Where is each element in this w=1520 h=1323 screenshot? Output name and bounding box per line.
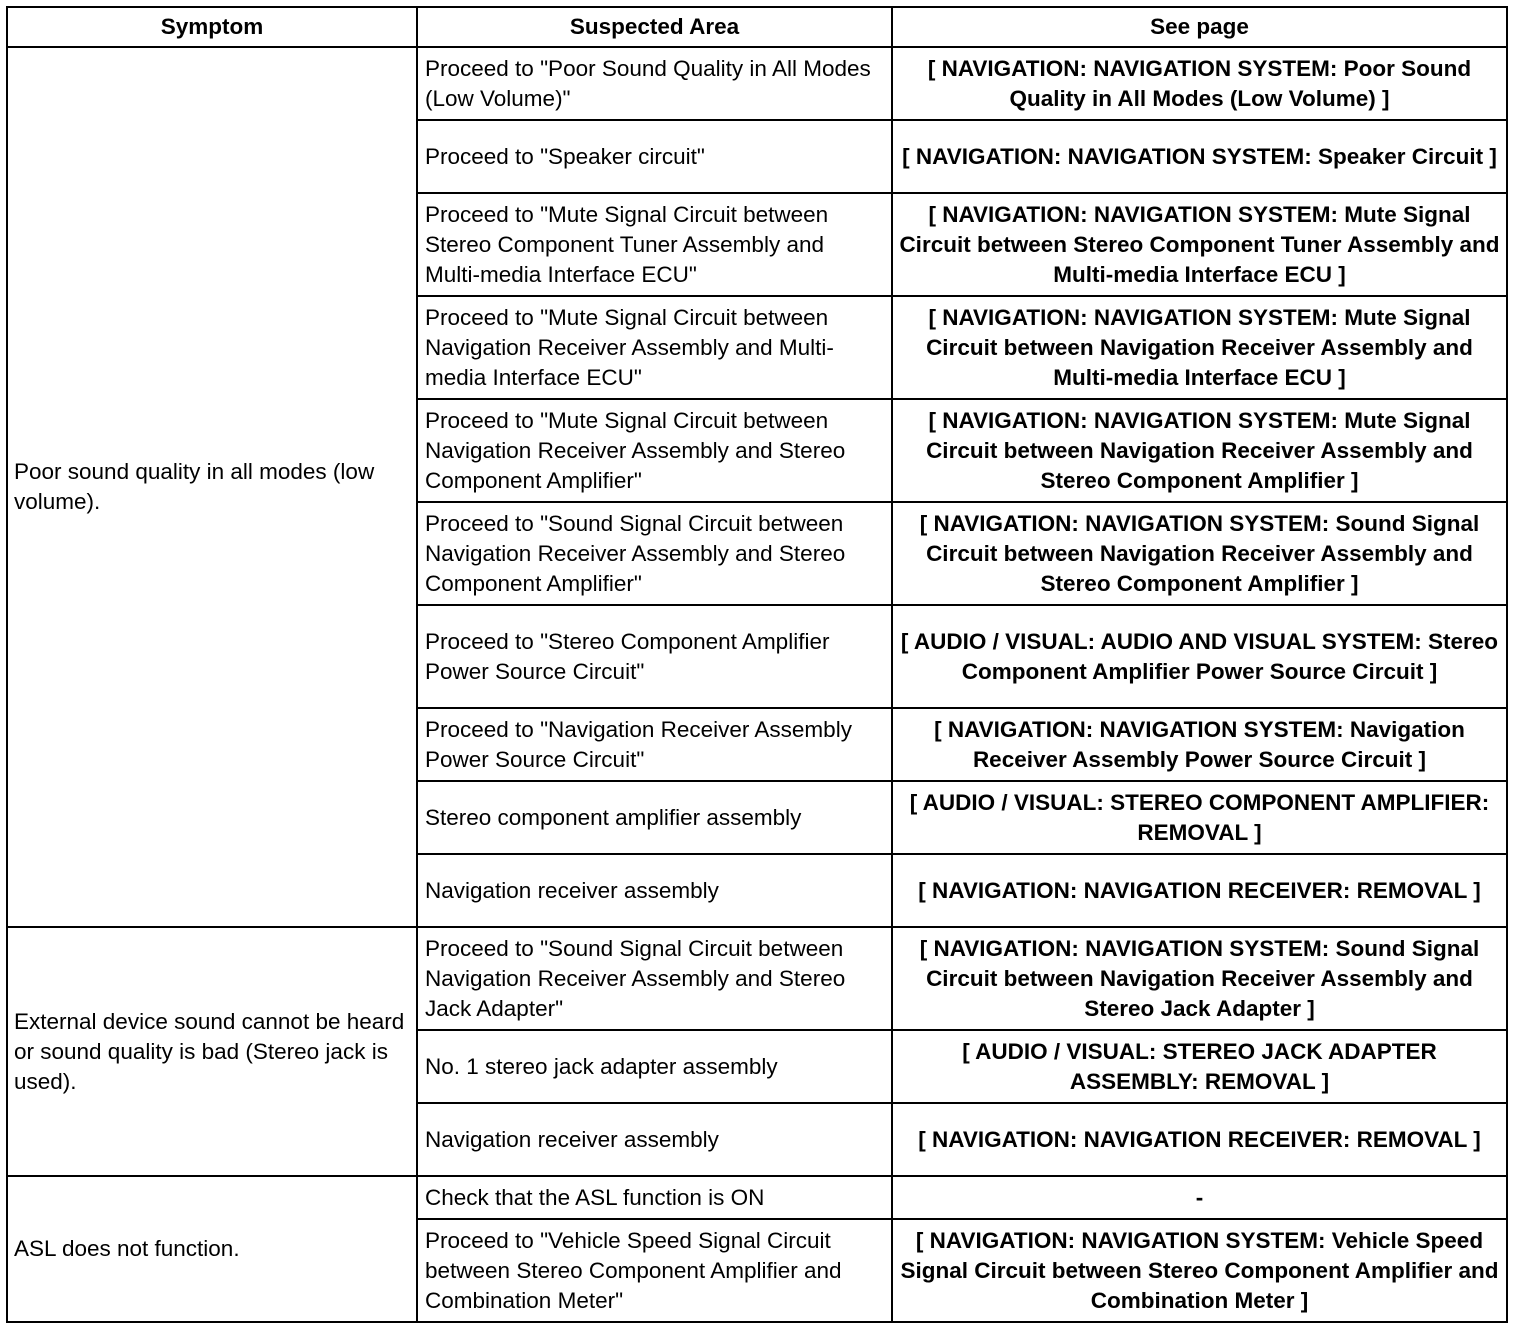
suspected-area-cell: Proceed to "Sound Signal Circuit between Navigation Receiver Assembly and Stereo Component Amplifier" [417, 502, 892, 605]
see-page-link[interactable]: [ AUDIO / VISUAL: STEREO JACK ADAPTER ASSEMBLY: REMOVAL ] [892, 1030, 1507, 1103]
suspected-area-cell: Check that the ASL function is ON [417, 1176, 892, 1219]
header-row [7, 7, 1507, 47]
see-page-link[interactable]: [ NAVIGATION: NAVIGATION RECEIVER: REMOVAL ] [892, 1103, 1507, 1176]
symptom-cell: External device sound cannot be heard or sound quality is bad (Stereo jack is used). [7, 927, 417, 1176]
troubleshooting-table [6, 6, 1508, 1323]
suspected-area-cell: Navigation receiver assembly [417, 1103, 892, 1176]
suspected-area-cell: Proceed to "Mute Signal Circuit between Navigation Receiver Assembly and Multi-media Interface ECU" [417, 296, 892, 399]
see-page-link[interactable]: [ AUDIO / VISUAL: AUDIO AND VISUAL SYSTEM: Stereo Component Amplifier Power Source Circuit ] [892, 605, 1507, 708]
see-page-link[interactable]: [ NAVIGATION: NAVIGATION SYSTEM: Poor Sound Quality in All Modes (Low Volume) ] [892, 47, 1507, 120]
see-page-link[interactable]: [ AUDIO / VISUAL: STEREO COMPONENT AMPLIFIER: REMOVAL ] [892, 781, 1507, 854]
see-page-link[interactable]: [ NAVIGATION: NAVIGATION SYSTEM: Sound Signal Circuit between Navigation Receiver Assembly and Stereo Component Amplifier ] [892, 502, 1507, 605]
symptom-cell: ASL does not function. [7, 1176, 417, 1322]
suspected-area-cell: Stereo component amplifier assembly [417, 781, 892, 854]
header-see-page: See page [892, 7, 1507, 47]
see-page-link[interactable]: [ NAVIGATION: NAVIGATION SYSTEM: Mute Signal Circuit between Navigation Receiver Assembly and Multi-media Interface ECU ] [892, 296, 1507, 399]
see-page-link[interactable]: [ NAVIGATION: NAVIGATION SYSTEM: Navigation Receiver Assembly Power Source Circuit ] [892, 708, 1507, 781]
see-page-cell: - [892, 1176, 1507, 1219]
see-page-link[interactable]: [ NAVIGATION: NAVIGATION SYSTEM: Mute Signal Circuit between Navigation Receiver Assembly and Stereo Component Amplifier ] [892, 399, 1507, 502]
suspected-area-cell: Navigation receiver assembly [417, 854, 892, 927]
symptom-cell: Poor sound quality in all modes (low volume). [7, 47, 417, 927]
table-row [7, 1176, 1507, 1219]
see-page-link[interactable]: [ NAVIGATION: NAVIGATION SYSTEM: Mute Signal Circuit between Stereo Component Tuner Assembly and Multi-media Interface ECU ] [892, 193, 1507, 296]
see-page-link[interactable]: [ NAVIGATION: NAVIGATION SYSTEM: Sound Signal Circuit between Navigation Receiver Assembly and Stereo Jack Adapter ] [892, 927, 1507, 1030]
see-page-link[interactable]: [ NAVIGATION: NAVIGATION SYSTEM: Speaker Circuit ] [892, 120, 1507, 193]
table-row [7, 47, 1507, 120]
see-page-link[interactable]: [ NAVIGATION: NAVIGATION SYSTEM: Vehicle Speed Signal Circuit between Stereo Component Amplifier and Combination Meter ] [892, 1219, 1507, 1322]
table-row [7, 927, 1507, 1030]
suspected-area-cell: Proceed to "Speaker circuit" [417, 120, 892, 193]
suspected-area-cell: Proceed to "Stereo Component Amplifier Power Source Circuit" [417, 605, 892, 708]
suspected-area-cell: Proceed to "Navigation Receiver Assembly Power Source Circuit" [417, 708, 892, 781]
suspected-area-cell: Proceed to "Mute Signal Circuit between Navigation Receiver Assembly and Stereo Component Amplifier" [417, 399, 892, 502]
suspected-area-cell: Proceed to "Sound Signal Circuit between Navigation Receiver Assembly and Stereo Jack Adapter" [417, 927, 892, 1030]
suspected-area-cell: Proceed to "Vehicle Speed Signal Circuit between Stereo Component Amplifier and Combination Meter" [417, 1219, 892, 1322]
suspected-area-cell: Proceed to "Mute Signal Circuit between Stereo Component Tuner Assembly and Multi-media Interface ECU" [417, 193, 892, 296]
suspected-area-cell: No. 1 stereo jack adapter assembly [417, 1030, 892, 1103]
suspected-area-cell: Proceed to "Poor Sound Quality in All Modes (Low Volume)" [417, 47, 892, 120]
header-suspected-area: Suspected Area [417, 7, 892, 47]
header-symptom: Symptom [7, 7, 417, 47]
see-page-link[interactable]: [ NAVIGATION: NAVIGATION RECEIVER: REMOVAL ] [892, 854, 1507, 927]
